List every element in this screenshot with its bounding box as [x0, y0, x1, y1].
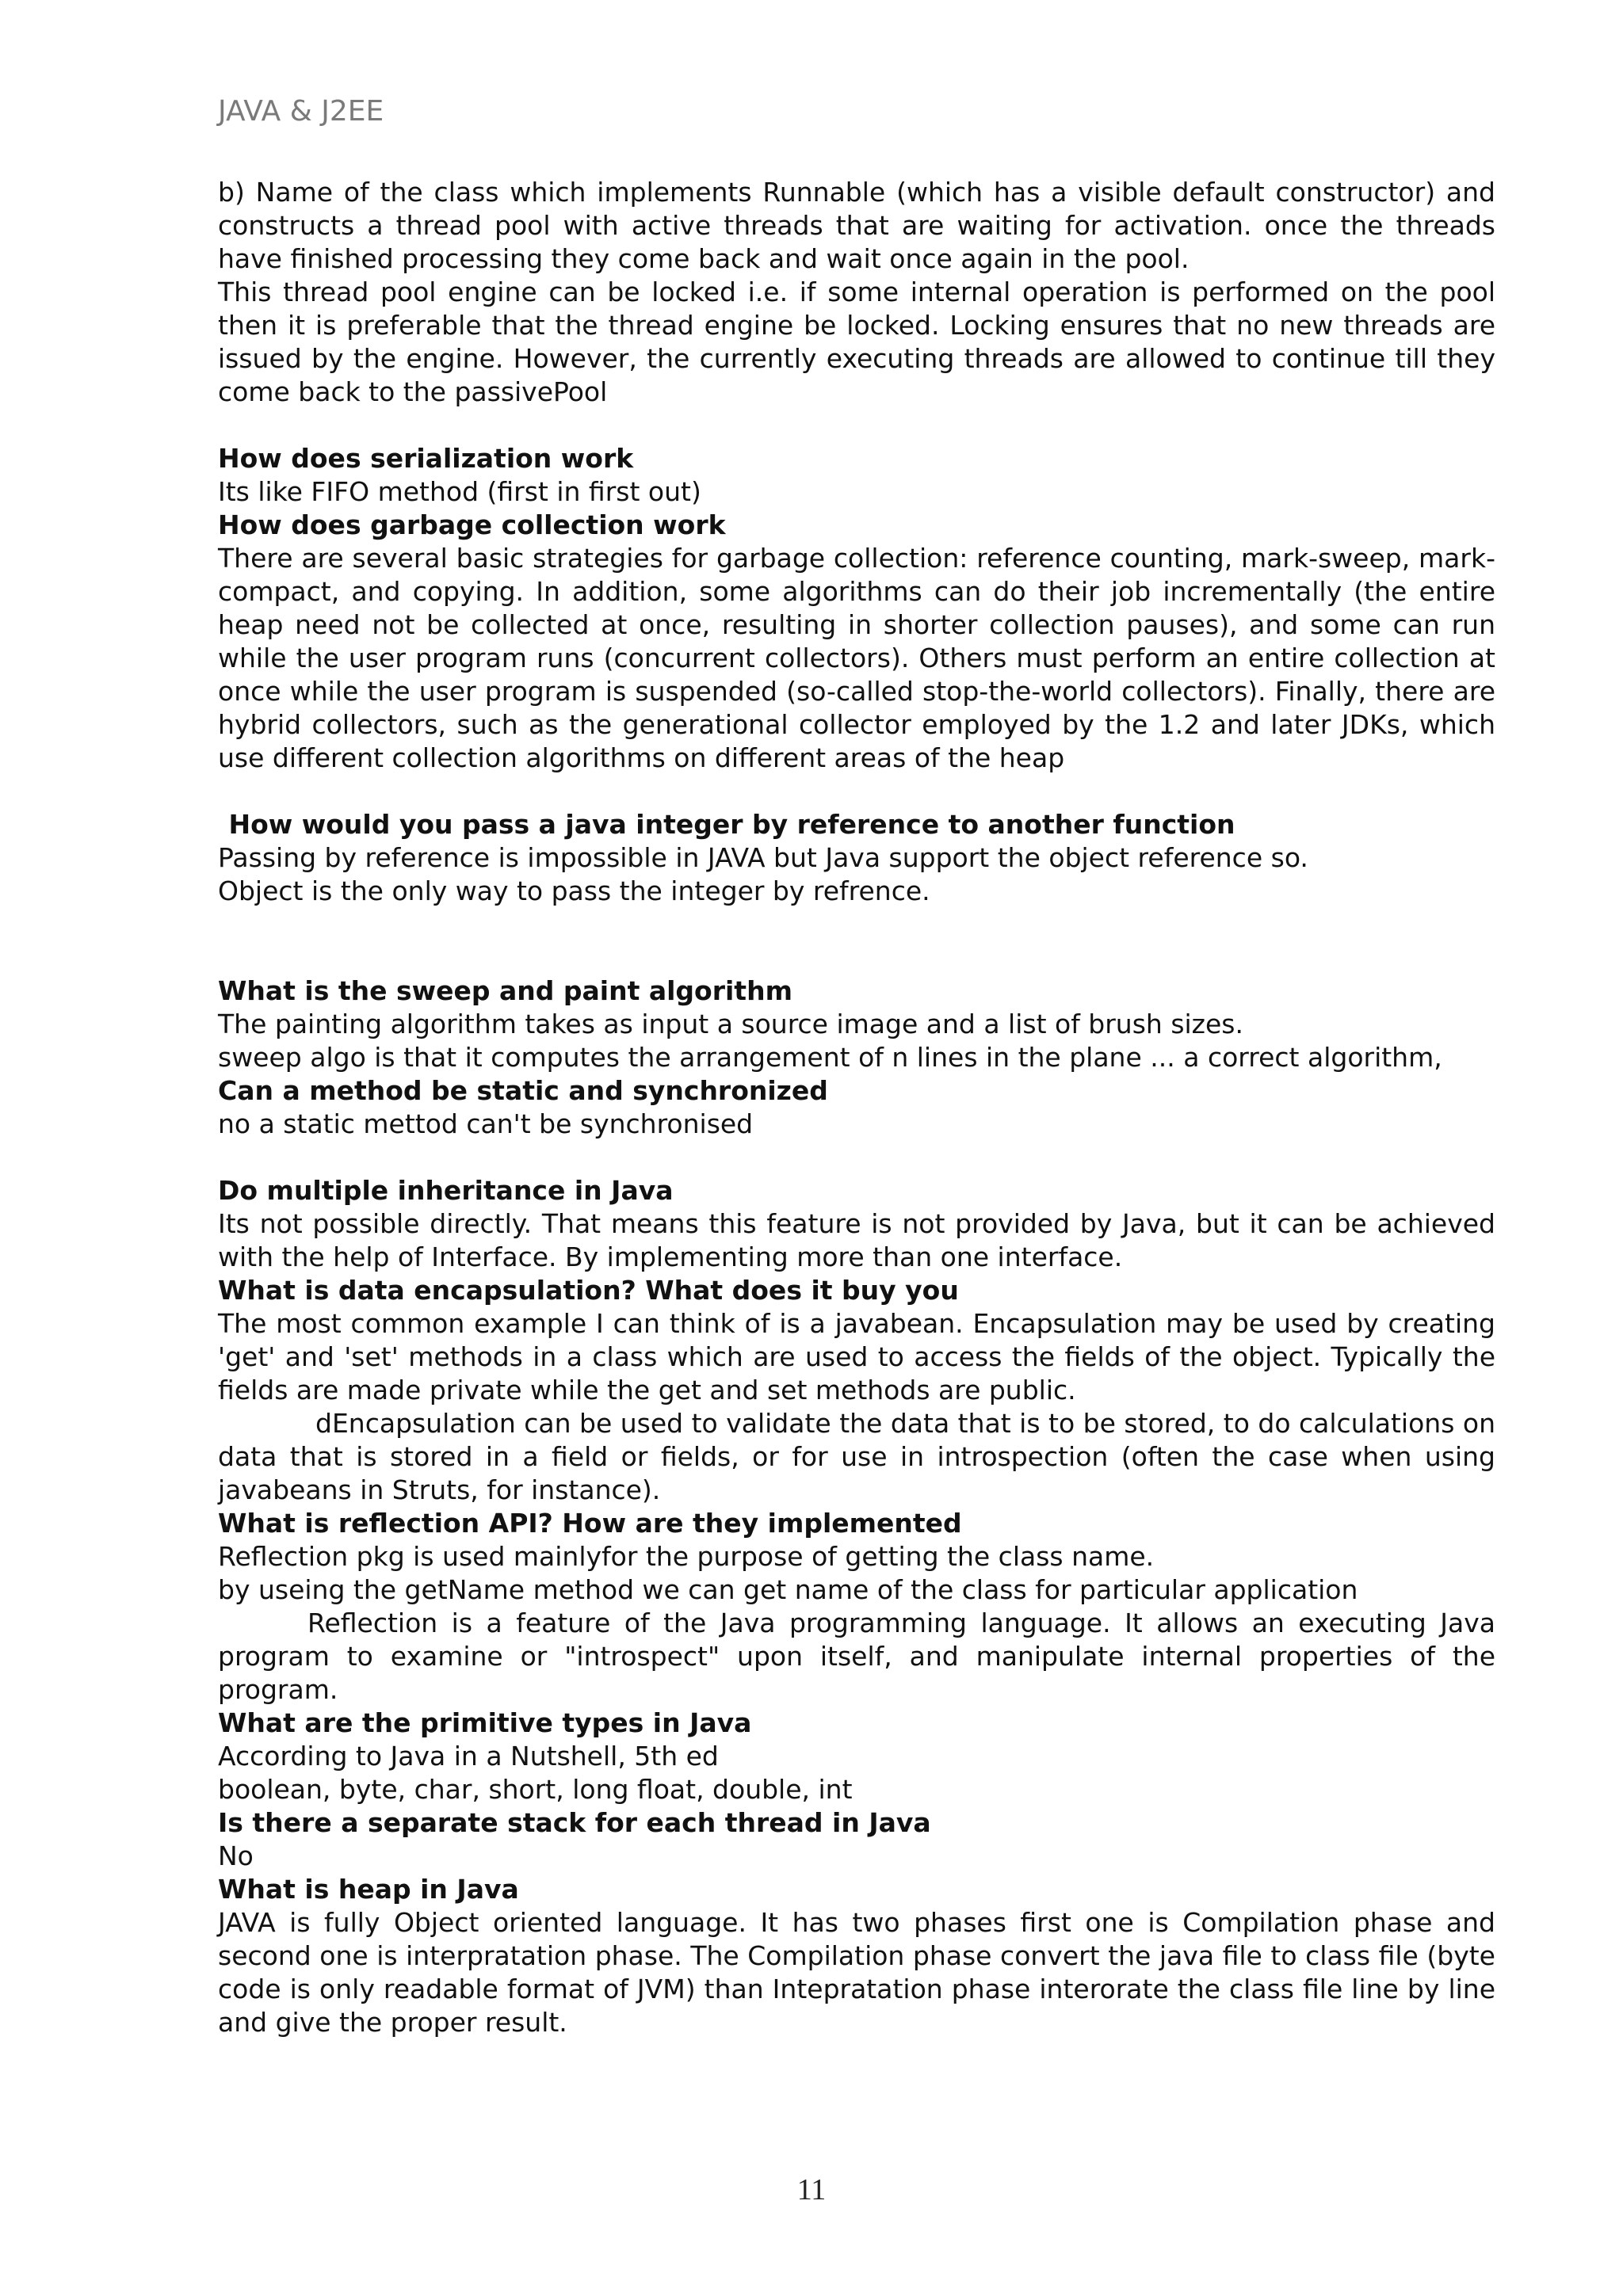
answer-encapsulation-2: dEncapsulation can be used to validate the data that is to be stored, to do calculations on data that is stored in a field or fields, or for use in introspection (often the case when using javabeans in Struts, for instance).	[218, 1408, 1495, 1505]
spacer	[218, 1141, 1495, 1174]
question-garbage-collection: How does garbage collection work	[218, 509, 726, 540]
answer-pass-by-reference-2: Object is the only way to pass the integer by refrence.	[218, 875, 930, 906]
answer-reflection-2: by useing the getName method we can get name of the class for particular application	[218, 1574, 1358, 1605]
question-static-synchronized: Can a method be static and synchronized	[218, 1075, 828, 1106]
answer-primitive-types-1: According to Java in a Nutshell, 5th ed	[218, 1741, 719, 1772]
question-serialization: How does serialization work	[218, 443, 634, 474]
question-multiple-inheritance: Do multiple inheritance in Java	[218, 1175, 674, 1206]
answer-multiple-inheritance: Its not possible directly. That means this feature is not provided by Java, but it can be achieved with the help of Interface. By implementing more than one interface.	[218, 1208, 1495, 1272]
question-sweep-paint: What is the sweep and paint algorithm	[218, 975, 792, 1006]
answer-sweep-paint-1: The painting algorithm takes as input a source image and a list of brush sizes.	[218, 1009, 1243, 1039]
spacer	[218, 409, 1495, 442]
answer-thread-pool-locking: This thread pool engine can be locked i.e. if some internal operation is performed on the pool then it is preferable that the thread engine be locked. Locking ensures that no new threads are issued by the engine. However, the currently executing threads are allowed to continue till they come back to the passivePool	[218, 277, 1495, 407]
spacer	[218, 908, 1495, 974]
running-header: JAVA & J2EE	[218, 95, 384, 128]
question-thread-stack: Is there a separate stack for each thread in Java	[218, 1807, 931, 1838]
question-encapsulation: What is data encapsulation? What does it buy you	[218, 1275, 959, 1306]
answer-reflection-1: Reflection pkg is used mainlyfor the purpose of getting the class name.	[218, 1541, 1155, 1572]
answer-reflection-3: Reflection is a feature of the Java programming language. It allows an executing Java program to examine or "introspect" upon itself, and manipulate internal properties of the program.	[218, 1608, 1495, 1705]
answer-primitive-types-2: boolean, byte, char, short, long float, double, int	[218, 1774, 853, 1805]
answer-pass-by-reference-1: Passing by reference is impossible in JAVA but Java support the object reference so.	[218, 842, 1308, 873]
question-reflection: What is reflection API? How are they implemented	[218, 1508, 962, 1539]
spacer	[218, 775, 1495, 808]
answer-encapsulation-1: The most common example I can think of is a javabean. Encapsulation may be used by creating 'get' and 'set' methods in a class which are used to access the fields of the object. Typically the fields are made private while the get and set methods are public.	[218, 1308, 1495, 1405]
answer-garbage-collection: There are several basic strategies for garbage collection: reference counting, mark-sweep, mark-compact, and copying. In addition, some algorithms can do their job incrementally (the entire heap need not be collected at once, resulting in shorter collection pauses), and some can run while the user program runs (concurrent collectors). Others must perform an entire collection at once while the user program is suspended (so-called stop-the-world collectors). Finally, there are hybrid collectors, such as the generational collector employed by the 1.2 and later JDKs, which use different collection algorithms on different areas of the heap	[218, 543, 1495, 773]
document-body	[218, 176, 1495, 2039]
answer-sweep-paint-2: sweep algo is that it computes the arrangement of n lines in the plane ... a correct algorithm,	[218, 1042, 1442, 1073]
question-primitive-types: What are the primitive types in Java	[218, 1707, 752, 1738]
question-pass-by-reference-text: How would you pass a java integer by reference to another function	[228, 809, 1235, 840]
answer-thread-stack: No	[218, 1840, 254, 1871]
answer-static-synchronized: no a static mettod can't be synchronised	[218, 1108, 754, 1139]
answer-thread-pool-class: b) Name of the class which implements Runnable (which has a visible default constructor) and constructs a thread pool with active threads that are waiting for activation. once the threads have finished processing they come back and wait once again in the pool.	[218, 177, 1495, 274]
question-heap: What is heap in Java	[218, 1874, 519, 1905]
answer-heap: JAVA is fully Object oriented language. It has two phases first one is Compilation phase and second one is interpratation phase. The Compilation phase convert the java file to class file (byte code is only readable format of JVM) than Intepratation phase interorate the class file line by line and give the proper result.	[218, 1907, 1495, 2038]
answer-serialization: Its like FIFO method (first in first out)	[218, 476, 701, 507]
question-pass-by-reference	[218, 808, 1495, 841]
page-number: 11	[796, 2173, 827, 2206]
